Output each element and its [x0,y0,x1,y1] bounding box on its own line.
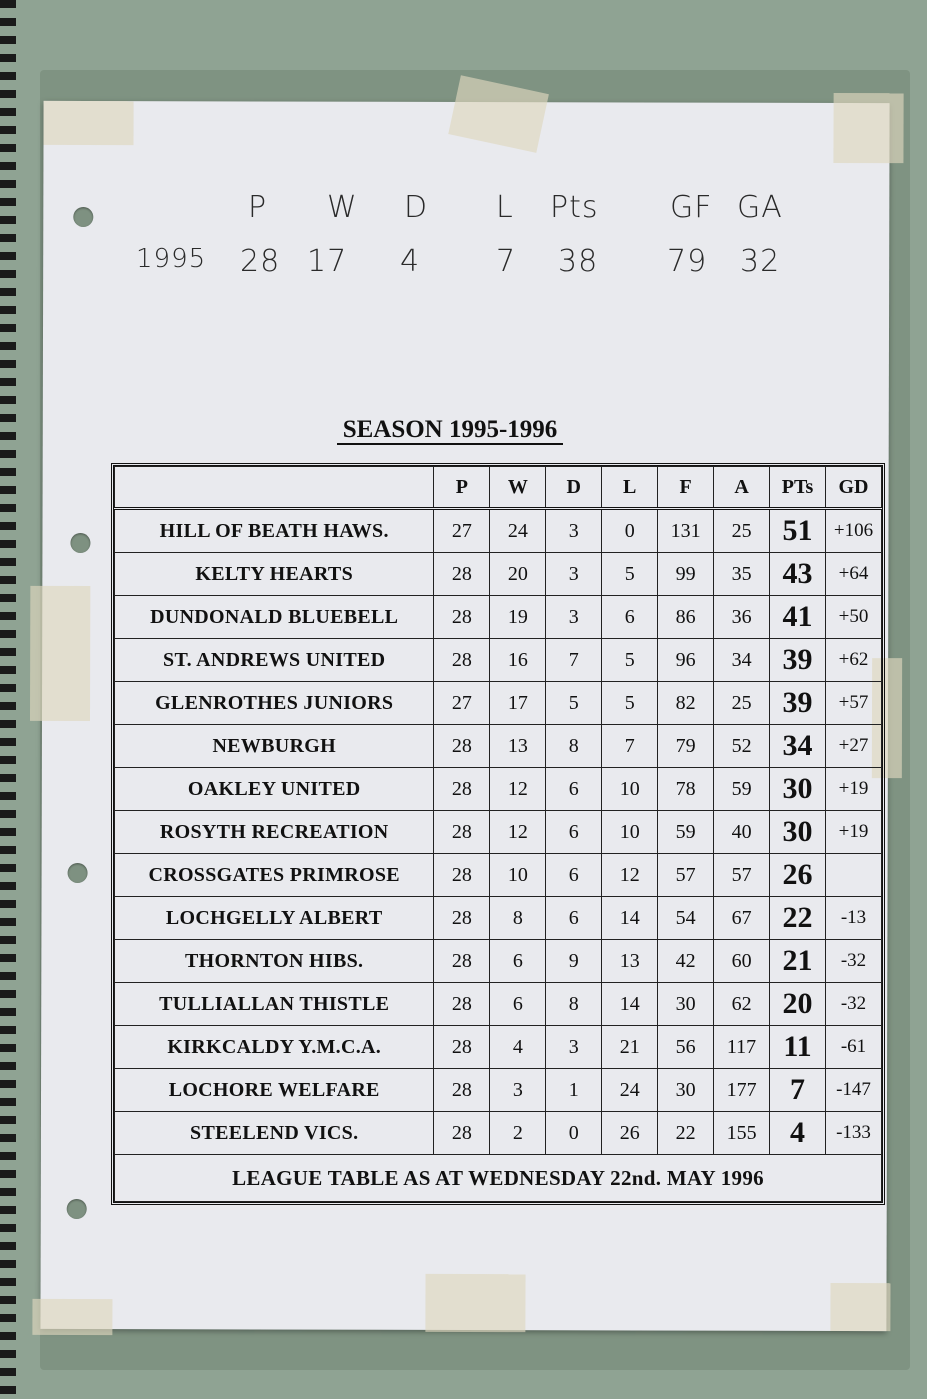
goals-against-cell: 57 [714,854,770,897]
goals-against-cell: 35 [714,553,770,596]
won-cell: 12 [490,768,546,811]
points-cell: 39 [770,639,826,682]
team-name-cell: TULLIALLAN THISTLE [115,983,434,1026]
hand-header-gf: GF [670,190,713,225]
lost-cell: 6 [602,596,658,639]
table-row [115,983,882,1026]
drawn-cell: 8 [546,983,602,1026]
table-row [115,509,882,553]
points-cell: 30 [770,768,826,811]
lost-cell: 5 [602,553,658,596]
goals-for-cell: 59 [658,811,714,854]
points-cell: 51 [770,509,826,553]
hand-row-w: 17 [307,244,348,279]
points-cell: 41 [770,596,826,639]
goal-difference-cell: +57 [825,682,881,725]
played-cell: 28 [434,596,490,639]
tape-strip [425,1274,525,1332]
drawn-cell: 6 [546,897,602,940]
header-team [115,467,434,509]
goals-against-cell: 117 [714,1026,770,1069]
played-cell: 28 [434,811,490,854]
header-won: W [490,467,546,509]
points-cell: 21 [770,940,826,983]
hand-header-ga: GA [737,190,783,225]
table-row [115,639,882,682]
punch-hole [67,1199,87,1219]
points-cell: 39 [770,682,826,725]
season-title [0,416,900,444]
points-cell: 26 [770,854,826,897]
team-name-cell: KIRKCALDY Y.M.C.A. [115,1026,434,1069]
lost-cell: 5 [602,639,658,682]
points-cell: 43 [770,553,826,596]
drawn-cell: 6 [546,768,602,811]
team-name-cell: LOCHORE WELFARE [115,1069,434,1112]
table-row [115,768,882,811]
table-body [115,509,882,1155]
played-cell: 28 [434,940,490,983]
lost-cell: 14 [602,983,658,1026]
goals-against-cell: 52 [714,725,770,768]
hand-header-l: L [496,190,514,225]
won-cell: 6 [490,983,546,1026]
team-name-cell: LOCHGELLY ALBERT [115,897,434,940]
goals-against-cell: 60 [714,940,770,983]
hand-row-ga: 32 [740,244,781,279]
tape-strip [833,93,903,163]
table-row [115,682,882,725]
won-cell: 17 [490,682,546,725]
won-cell: 4 [490,1026,546,1069]
team-name-cell: ROSYTH RECREATION [115,811,434,854]
goals-against-cell: 177 [714,1069,770,1112]
league-table-frame [111,463,885,1205]
header-lost: L [602,467,658,509]
goal-difference-cell: -32 [825,940,881,983]
table-row [115,897,882,940]
tape-strip [32,1299,112,1335]
goals-for-cell: 57 [658,854,714,897]
drawn-cell: 3 [546,596,602,639]
played-cell: 28 [434,639,490,682]
lost-cell: 0 [602,509,658,553]
table-row [115,596,882,639]
points-cell: 7 [770,1069,826,1112]
table-row [115,854,882,897]
team-name-cell: STEELEND VICS. [115,1112,434,1155]
goal-difference-cell: +27 [825,725,881,768]
played-cell: 28 [434,897,490,940]
points-cell: 11 [770,1026,826,1069]
goals-for-cell: 22 [658,1112,714,1155]
lost-cell: 26 [602,1112,658,1155]
goals-for-cell: 56 [658,1026,714,1069]
goals-for-cell: 78 [658,768,714,811]
table-row [115,1112,882,1155]
played-cell: 28 [434,1069,490,1112]
goals-against-cell: 155 [714,1112,770,1155]
hand-header-w: W [327,190,358,225]
table-header-row [115,467,882,509]
season-title-text: SEASON 1995-1996 [337,416,564,445]
goal-difference-cell: +19 [825,768,881,811]
header-points: PTs [770,467,826,509]
table-row [115,811,882,854]
drawn-cell: 6 [546,854,602,897]
won-cell: 16 [490,639,546,682]
lost-cell: 21 [602,1026,658,1069]
hand-row-p: 28 [240,244,281,279]
hand-row-pts: 38 [558,244,599,279]
goals-against-cell: 36 [714,596,770,639]
header-for: F [658,467,714,509]
team-name-cell: THORNTON HIBS. [115,940,434,983]
goal-difference-cell: +62 [825,639,881,682]
goals-for-cell: 54 [658,897,714,940]
goal-difference-cell: +19 [825,811,881,854]
played-cell: 28 [434,1112,490,1155]
goal-difference-cell [825,854,881,897]
hand-row-d: 4 [400,244,421,279]
drawn-cell: 3 [546,1026,602,1069]
hand-header-d: D [404,190,429,225]
won-cell: 12 [490,811,546,854]
played-cell: 28 [434,983,490,1026]
drawn-cell: 5 [546,682,602,725]
spiral-binding [0,0,16,1399]
hand-row-label: 1995 [136,244,207,274]
league-table [114,466,882,1202]
won-cell: 13 [490,725,546,768]
played-cell: 28 [434,553,490,596]
tape-strip [830,1283,890,1331]
goals-for-cell: 42 [658,940,714,983]
team-name-cell: ST. ANDREWS UNITED [115,639,434,682]
goals-against-cell: 25 [714,509,770,553]
lost-cell: 5 [602,682,658,725]
goal-difference-cell: -13 [825,897,881,940]
goal-difference-cell: +50 [825,596,881,639]
table-row [115,1069,882,1112]
hand-row-gf: 79 [667,244,708,279]
goals-for-cell: 82 [658,682,714,725]
played-cell: 28 [434,854,490,897]
goals-for-cell: 99 [658,553,714,596]
played-cell: 28 [434,768,490,811]
table-footer-row [115,1155,882,1202]
lost-cell: 7 [602,725,658,768]
hand-header-p: P [248,190,268,225]
goal-difference-cell: -32 [825,983,881,1026]
goals-for-cell: 96 [658,639,714,682]
goals-against-cell: 67 [714,897,770,940]
goals-against-cell: 25 [714,682,770,725]
goals-for-cell: 131 [658,509,714,553]
goal-difference-cell: +106 [825,509,881,553]
drawn-cell: 3 [546,553,602,596]
goals-against-cell: 62 [714,983,770,1026]
points-cell: 30 [770,811,826,854]
won-cell: 3 [490,1069,546,1112]
header-goal-difference: GD [825,467,881,509]
goals-against-cell: 34 [714,639,770,682]
lost-cell: 12 [602,854,658,897]
tape-strip [30,586,90,721]
goals-for-cell: 79 [658,725,714,768]
won-cell: 20 [490,553,546,596]
drawn-cell: 9 [546,940,602,983]
points-cell: 4 [770,1112,826,1155]
team-name-cell: CROSSGATES PRIMROSE [115,854,434,897]
points-cell: 34 [770,725,826,768]
goal-difference-cell: -147 [825,1069,881,1112]
team-name-cell: OAKLEY UNITED [115,768,434,811]
played-cell: 27 [434,509,490,553]
goal-difference-cell: -61 [825,1026,881,1069]
lost-cell: 13 [602,940,658,983]
table-row [115,553,882,596]
goals-for-cell: 30 [658,1069,714,1112]
tape-strip [43,101,133,145]
drawn-cell: 8 [546,725,602,768]
won-cell: 6 [490,940,546,983]
hand-header-pts: Pts [550,190,599,225]
goals-for-cell: 30 [658,983,714,1026]
punch-hole [73,207,93,227]
drawn-cell: 3 [546,509,602,553]
won-cell: 10 [490,854,546,897]
team-name-cell: HILL OF BEATH HAWS. [115,509,434,553]
header-drawn: D [546,467,602,509]
team-name-cell: GLENROTHES JUNIORS [115,682,434,725]
hand-row-l: 7 [496,244,517,279]
team-name-cell: DUNDONALD BLUEBELL [115,596,434,639]
won-cell: 24 [490,509,546,553]
table-row [115,1026,882,1069]
goals-for-cell: 86 [658,596,714,639]
won-cell: 19 [490,596,546,639]
punch-hole [70,533,90,553]
team-name-cell: KELTY HEARTS [115,553,434,596]
drawn-cell: 0 [546,1112,602,1155]
lost-cell: 10 [602,768,658,811]
lost-cell: 24 [602,1069,658,1112]
points-cell: 20 [770,983,826,1026]
won-cell: 8 [490,897,546,940]
goals-against-cell: 40 [714,811,770,854]
lost-cell: 14 [602,897,658,940]
header-against: A [714,467,770,509]
goals-against-cell: 59 [714,768,770,811]
drawn-cell: 7 [546,639,602,682]
played-cell: 28 [434,725,490,768]
header-played: P [434,467,490,509]
table-footer: LEAGUE TABLE AS AT WEDNESDAY 22nd. MAY 1996 [115,1155,882,1202]
table-row [115,940,882,983]
lost-cell: 10 [602,811,658,854]
table-row [115,725,882,768]
points-cell: 22 [770,897,826,940]
team-name-cell: NEWBURGH [115,725,434,768]
drawn-cell: 6 [546,811,602,854]
goal-difference-cell: +64 [825,553,881,596]
goal-difference-cell: -133 [825,1112,881,1155]
played-cell: 27 [434,682,490,725]
punch-hole [68,863,88,883]
won-cell: 2 [490,1112,546,1155]
played-cell: 28 [434,1026,490,1069]
drawn-cell: 1 [546,1069,602,1112]
